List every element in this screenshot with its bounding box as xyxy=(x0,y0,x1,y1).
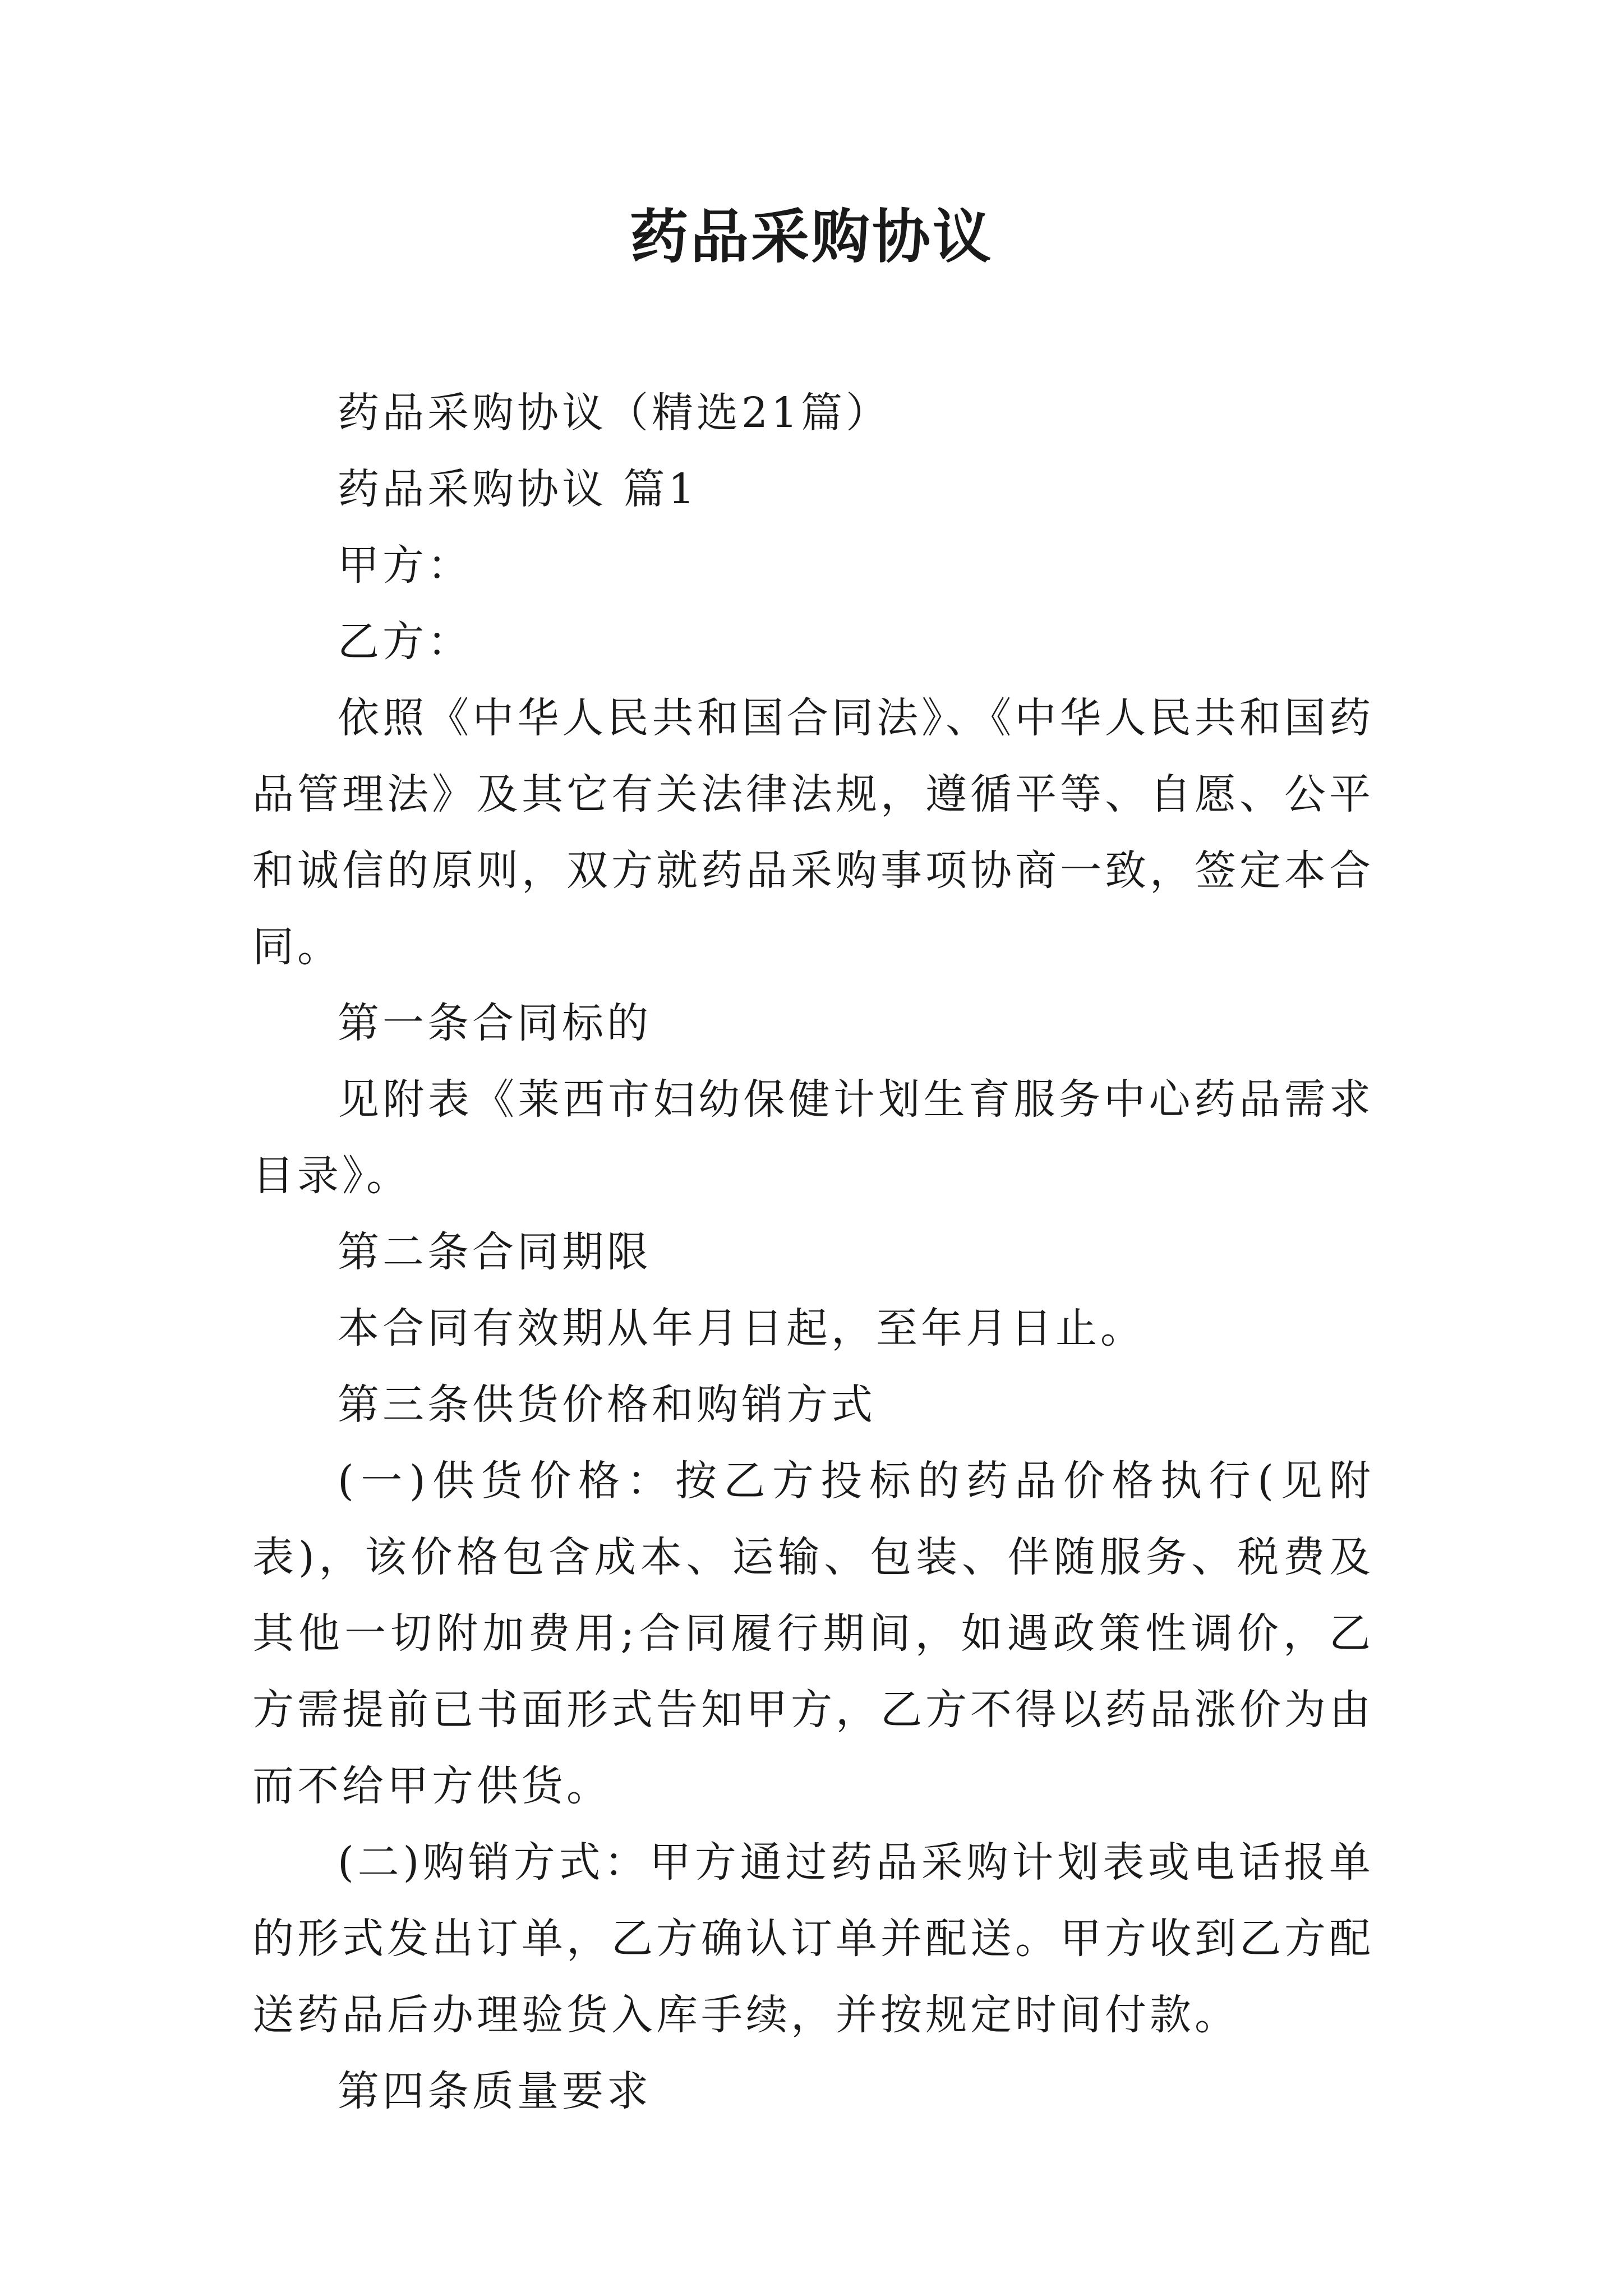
paragraph-clause-1-heading: 第一条合同标的 xyxy=(338,999,652,1047)
paragraph-clause-2-body: 本合同有效期从年月日起，至年月日止。 xyxy=(338,1304,1145,1352)
document-body xyxy=(252,375,1374,2129)
paragraph-party-a: 甲方： xyxy=(338,541,472,590)
paragraph-purchase-method: (二)购销方式：甲方通过药品采购计划表或电话报单的形式发出订单，乙方确认订单并配送。甲方收到乙方配送药品后办理验货入库手续，并按规定时间付款。 xyxy=(252,1838,1374,2039)
paragraph-preamble: 依照《中华人民共和国合同法》、《中华人民共和国药品管理法》及其它有关法律法规，遵循平等、自愿、公平和诚信的原则，双方就药品采购事项协商一致，签定本合同。 xyxy=(252,694,1374,971)
paragraph-clause-3-heading: 第三条供货价格和购销方式 xyxy=(338,1381,876,1429)
paragraph-clause-4-heading: 第四条质量要求 xyxy=(338,2067,652,2115)
document-title: 药品采购协议 xyxy=(629,202,993,271)
paragraph-supply-price: (一)供货价格：按乙方投标的药品价格执行(见附表)，该价格包含成本、运输、包装、伴随服务、税费及其他一切附加费用;合同履行期间，如遇政策性调价，乙方需提前已书面形式告知甲方，乙方不得以药品涨价为由而不给甲方供货。 xyxy=(252,1457,1374,1810)
paragraph-article-heading: 药品采购协议 篇1 xyxy=(338,465,698,513)
paragraph-collection-title: 药品采购协议（精选21篇） xyxy=(338,389,891,437)
paragraph-clause-2-heading: 第二条合同期限 xyxy=(338,1228,652,1276)
paragraph-clause-1-body: 见附表《莱西市妇幼保健计划生育服务中心药品需求目录》。 xyxy=(252,1075,1374,1200)
paragraph-party-b: 乙方： xyxy=(338,618,472,666)
